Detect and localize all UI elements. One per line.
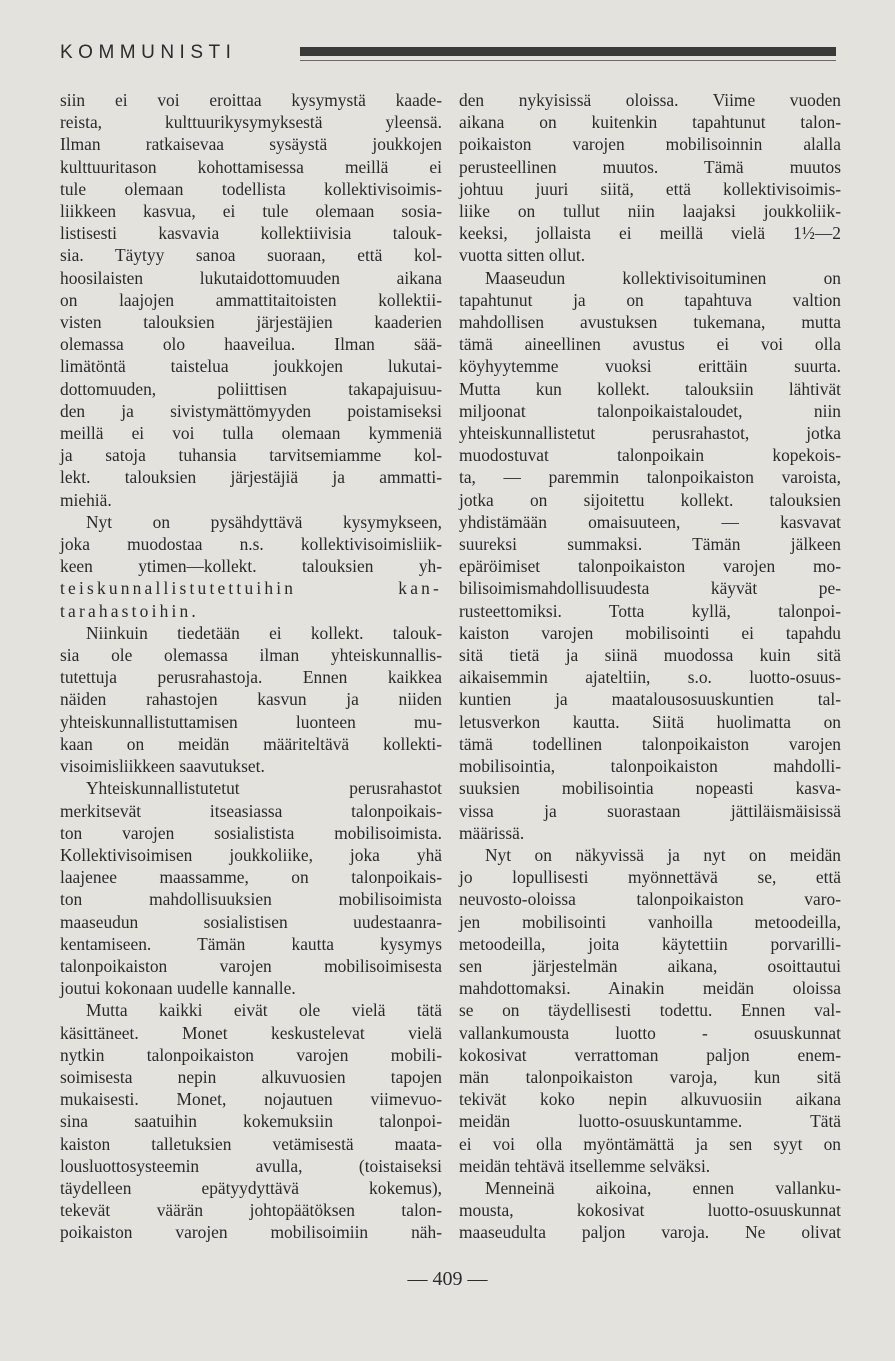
text-line: johtuu juuri siitä, että kollektivisoimis- xyxy=(459,178,841,199)
text-line: yhdistämään omaisuuteen, — kasvavat xyxy=(459,511,841,532)
text-line: yhteiskunnallistetut perusrahastot, jotka xyxy=(459,423,841,444)
text-line: teiskunnallistutettuihin kan- xyxy=(60,578,442,599)
text-line: tekevät väärän johtopäätöksen talon- xyxy=(60,1200,442,1221)
text-line: hoosilaisten lukutaidottomuuden aikana xyxy=(60,267,442,288)
text-line: mahdollisen avustuksen tukemana, mutta xyxy=(459,312,841,333)
text-line: nytkin talonpoikaiston varojen mobili- xyxy=(60,1044,442,1065)
text-line: aikaisemmin ajateltiin, s.o. luotto-osuus- xyxy=(459,667,841,688)
text-line: Mutta kaikki eivät ole vielä tätä xyxy=(86,1000,442,1021)
text-line: meidän luotto-osuuskuntamme. Tätä xyxy=(459,1111,841,1132)
text-line: Niinkuin tiedetään ei kollekt. talouk- xyxy=(86,622,442,643)
text-line: ton varojen sosialistista mobilisoimista. xyxy=(60,822,442,843)
text-line: täydelleen epätyydyttävä kokemus), xyxy=(60,1177,442,1198)
text-line: metoodeilla, joita käytettiin porvarilli- xyxy=(459,933,841,954)
text-line: sia ole olemassa ilman yhteiskunnallis- xyxy=(60,645,442,666)
text-line: vallankumousta luotto - osuuskunnat xyxy=(459,1022,841,1043)
text-line: poikaiston varojen mobilisoimiin näh- xyxy=(60,1222,442,1243)
text-line: reista, kulttuurikysymyksestä yleensä. xyxy=(60,112,442,133)
text-line: Ilman ratkaisevaa sysäystä joukkojen xyxy=(60,134,442,155)
text-line: kuntien ja maatalousosuuskuntien tal- xyxy=(459,689,841,710)
text-line: on laajojen ammattitaitoisten kollektii- xyxy=(60,289,442,310)
text-line: rusteettomiksi. Totta kyllä, talonpoi- xyxy=(459,600,841,621)
running-head: KOMMUNISTI xyxy=(60,42,237,63)
text-line: sia. Täytyy sanoa suoraan, että kol- xyxy=(60,245,442,266)
text-line: joka muodostaa n.s. kollektivisoimisliik- xyxy=(60,534,442,555)
text-line: lekt. talouksien järjestäjiä ja ammatti- xyxy=(60,467,442,488)
text-line: kulttuuritason kohottamisessa meillä ei xyxy=(60,156,442,177)
header-rule xyxy=(300,47,836,56)
text-line: bilisoimismahdollisuudesta käyvät pe- xyxy=(459,578,841,599)
text-line: kokosivat verrattoman paljon enem- xyxy=(459,1044,841,1065)
right-column xyxy=(459,89,841,1244)
text-line: kaiston talletuksien vetämisestä maata- xyxy=(60,1133,442,1154)
text-line: ei voi olla myöntämättä ja sen syyt on xyxy=(459,1133,841,1154)
text-line: joutui kokonaan uudelle kannalle. xyxy=(60,978,296,999)
text-line: perusteellinen muutos. Tämä muutos xyxy=(459,156,841,177)
text-line: keeksi, jollaista ei meillä vielä 1½—2 xyxy=(459,223,841,244)
text-line: siin ei voi eroittaa kysymystä kaade- xyxy=(60,90,442,110)
text-line: olemassa olo haaveilua. Ilman sää- xyxy=(60,334,442,355)
text-line: jo lopullisesti myönnettävä se, että xyxy=(459,867,841,888)
text-line: lousluottosysteemin avulla, (toistaiseksi xyxy=(60,1155,442,1176)
text-line: tekivät koko nepin alkuvuosiin aikana xyxy=(459,1089,841,1110)
text-line: keen ytimen—kollekt. talouksien yh- xyxy=(60,556,442,577)
text-line: kaiston varojen mobilisointi ei tapahdu xyxy=(459,622,841,643)
text-line: talonpoikaiston varojen mobilisoimisesta xyxy=(60,955,442,976)
text-line: sitä tietä ja siinä muodossa kuin sitä xyxy=(459,645,841,666)
text-line: män talonpoikaiston varoja, kun sitä xyxy=(459,1066,841,1087)
text-line: maaseudun sosialistisen uudestaanra- xyxy=(60,911,442,932)
text-line: vissa ja suorastaan jättiläismäisissä xyxy=(459,800,841,821)
text-line: ta, — paremmin talonpoikaiston varoista, xyxy=(459,467,841,488)
text-line: epäröimiset talonpoikaiston varojen mo- xyxy=(459,556,841,577)
text-line: neuvosto-oloissa talonpoikaiston varo- xyxy=(459,889,841,910)
text-line: soimisesta nepin alkuvuosien tapojen xyxy=(60,1066,442,1087)
text-line: miljoonat talonpoikaistaloudet, niin xyxy=(459,400,841,421)
text-line: liike on tullut niin laajaksi joukkoliik- xyxy=(459,201,841,222)
text-line: suuksien mobilisointia nopeasti kasva- xyxy=(459,778,841,799)
text-line: kentamiseen. Tämän kautta kysymys xyxy=(60,933,442,954)
text-line: den ja sivistymättömyyden poistamiseksi xyxy=(60,400,442,421)
text-line: dottomuuden, poliittisen takapajuisuu- xyxy=(60,378,442,399)
text-line: aikana on kuitenkin tapahtunut talon- xyxy=(459,112,841,133)
text-line: Nyt on näkyvissä ja nyt on meidän xyxy=(485,844,841,865)
text-line: tämä todellinen talonpoikaiston varojen xyxy=(459,733,841,754)
text-line: laajenee maassamme, on talonpoikais- xyxy=(60,867,442,888)
text-line: käsittäneet. Monet keskustelevat vielä xyxy=(60,1022,442,1043)
text-line: Nyt on pysähdyttävä kysymykseen, xyxy=(86,511,442,532)
text-line: mahdottomaksi. Ainakin meidän oloissa xyxy=(459,978,841,999)
text-line: jotka on sijoitettu kollekt. talouksien xyxy=(459,489,841,510)
text-line: muodostuvat talonpoikain kopekois- xyxy=(459,445,841,466)
text-line: köyhyytemme vuoksi erittäin suurta. xyxy=(459,356,841,377)
text-line: visoimisliikkeen saavutukset. xyxy=(60,756,265,777)
text-line: tutettuja perusrahastoja. Ennen kaikkea xyxy=(60,667,442,688)
text-line: kaan on meidän määriteltävä kollekti- xyxy=(60,733,442,754)
text-line: tämä aineellinen avustus ei voi olla xyxy=(459,334,841,355)
text-line: ton mahdollisuuksien mobilisoimista xyxy=(60,889,442,910)
text-line: miehiä. xyxy=(60,489,112,510)
text-line: yhteiskunnallistuttamisen luonteen mu- xyxy=(60,711,442,732)
text-line: liikkeen kasvua, ei tule olemaan sosia- xyxy=(60,201,442,222)
text-line: meillä ei voi tulla olemaan kymmeniä xyxy=(60,423,442,444)
text-line: limätöntä taistelua joukkojen lukutai- xyxy=(60,356,442,377)
text-line: visten talouksien järjestäjien kaaderien xyxy=(60,312,442,333)
text-line: Kollektivisoimisen joukkoliike, joka yhä xyxy=(60,844,442,865)
text-line: vuotta sitten ollut. xyxy=(459,245,586,266)
text-line: letusverkon kautta. Siitä huolimatta on xyxy=(459,711,841,732)
text-line: listisesti kasvavia kollektiivisia talouk- xyxy=(60,223,442,244)
text-line: sen järjestelmän aikana, osoittautui xyxy=(459,955,841,976)
text-line: mukaisesti. Monet, nojautuen viimevuo- xyxy=(60,1089,442,1110)
text-line: mousta, kokosivat luotto-osuuskunnat xyxy=(459,1200,841,1221)
text-line: meidän tehtävä itsellemme selväksi. xyxy=(459,1155,711,1176)
header-rule-thin xyxy=(300,60,836,61)
page-header xyxy=(60,42,836,66)
text-line: tule olemaan todellista kollektivisoimis- xyxy=(60,178,442,199)
text-line: sina saatuihin kokemuksiin talonpoi- xyxy=(60,1111,442,1132)
text-line: merkitsevät itseasiassa talonpoikais- xyxy=(60,800,442,821)
text-line: Maaseudun kollektivisoituminen on xyxy=(485,267,841,288)
text-line: Mutta kun kollekt. talouksiin lähtivät xyxy=(459,378,841,399)
text-line: se on täydellisesti todettu. Ennen val- xyxy=(459,1000,841,1021)
text-line: jen mobilisointi vanhoilla metoodeilla, xyxy=(459,911,841,932)
text-line: määrissä. xyxy=(459,822,525,843)
text-line: poikaiston varojen mobilisoinnin alalla xyxy=(459,134,841,155)
text-line: den nykyisissä oloissa. Viime vuoden xyxy=(459,90,841,110)
page-number: — 409 — xyxy=(407,1268,488,1290)
left-column xyxy=(60,89,442,1244)
text-line: ja satoja tuhansia tarvitsemiamme kol- xyxy=(60,445,442,466)
text-line: Yhteiskunnallistutetut perusrahastot xyxy=(86,778,442,799)
text-line: tapahtunut ja on tapahtuva valtion xyxy=(459,289,841,310)
text-line: maaseudulta paljon varoja. Ne olivat xyxy=(459,1222,841,1243)
text-line: tarahastoihin. xyxy=(60,600,199,621)
text-line: suureksi summaksi. Tämän jälkeen xyxy=(459,534,841,555)
text-line: mobilisointia, talonpoikaiston mahdolli- xyxy=(459,756,841,777)
text-line: näiden rahastojen kasvun ja niiden xyxy=(60,689,442,710)
text-line: Menneinä aikoina, ennen vallanku- xyxy=(485,1177,841,1198)
